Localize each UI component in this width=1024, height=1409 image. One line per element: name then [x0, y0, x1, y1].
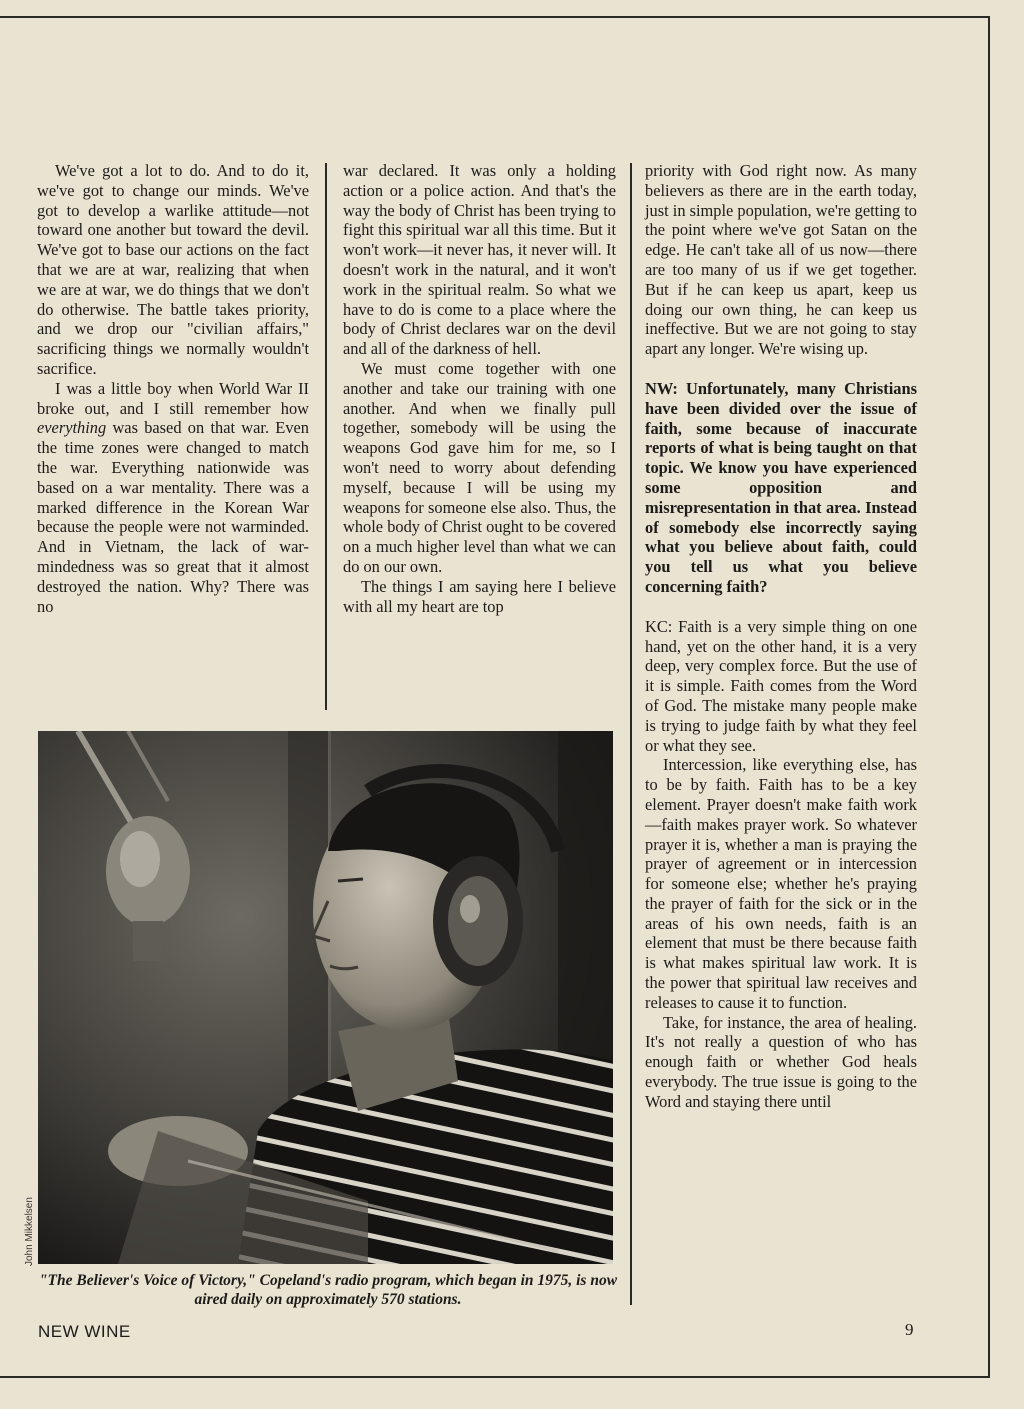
- publication-name: NEW WINE: [38, 1322, 131, 1341]
- article-column-1: [37, 161, 309, 616]
- photo-caption: "The Believer's Voice of Victory," Copeland's radio program, which began in 1975, is now aired daily on approximately 570 stations.: [38, 1272, 618, 1308]
- interview-answer: KC: Faith is a very simple thing on one hand, yet on the other hand, it is a very deep, very complex force. But the use of it is simple. Faith comes from the Word of God. The mistake many people make is trying to judge faith by what they feel or what they see.: [645, 616, 917, 755]
- article-column-2: [343, 161, 616, 616]
- page-border-right: [988, 16, 990, 1378]
- paragraph: Intercession, like everything else, has to be by faith. Faith has to be a key element. Prayer doesn't make faith work—faith makes prayer work. So whatever prayer it is, whether a man is praying the prayer of agreement or in intercession for someone else; whether he's praying the prayer of faith for the sick or in the areas of his own needs, faith is an element that must be there because faith is what makes spiritual law work. It is the power that spiritual law receives and releases to cause it to function.: [645, 755, 917, 1012]
- paragraph: We've got a lot to do. And to do it, we've got to change our minds. We've got to develop a warlike attitude—not toward one another but toward the devil. We've got to base our actions on the fact that we are at war, realizing that when we are at war, we do things that we don't do otherwise. The battle takes priority, and we drop our "civilian affairs," sacrificing things we normally wouldn't sacrifice.: [37, 161, 309, 378]
- column-divider: [325, 163, 327, 710]
- column-divider: [630, 163, 632, 1305]
- paragraph-text: was based on that war. Even the time zones were changed to match the war. Everything nationwide was based on a war mentality. There was a marked difference in the Korean War because the people were not warminded. And in Vietnam, the lack of war-mindedness was so great that it almost destroyed the nation. Why? There was no: [37, 418, 309, 616]
- photo-credit: John Mikkelsen: [24, 1197, 35, 1266]
- paragraph: The things I am saying here I believe with all my heart are top: [343, 576, 616, 616]
- page-number: 9: [905, 1320, 914, 1339]
- paragraph: We must come together with one another and take our training with one another. And when we finally pull together, somebody will be using the weapons God gave him for me, so I won't need to worry about defending myself, because I will be using my weapons for someone else also. Thus, the whole body of Christ ought to be covered on a much higher level than what we can do on our own.: [343, 358, 616, 576]
- interview-question: NW: Unfortunately, many Christians have been divided over the issue of faith, some because of inaccurate reports of what is being taught on that topic. We know you have experienced some opposition and misrepresentation in that area. Instead of somebody else incorrectly saying what you believe about faith, could you tell us what you believe concerning faith?: [645, 378, 917, 596]
- paragraph: [37, 379, 309, 617]
- photo-illustration: [38, 731, 613, 1264]
- paragraph: priority with God right now. As many believers as there are in the earth today, just in simple population, we're getting to the point where we've got Satan on the edge. He can't take all of us now—there are too many of us if we get together. But if he can keep us apart, keep us doing our own thing, he can keep us ineffective. But we are not going to stay apart any longer. We're wising up.: [645, 161, 917, 359]
- paragraph: Take, for instance, the area of healing. It's not really a question of who has enough faith or whether God heals everybody. The true issue is going to the Word and staying there until: [645, 1012, 917, 1111]
- article-column-3: [645, 161, 917, 1112]
- emphasis-text: everything: [37, 418, 107, 438]
- paragraph: war declared. It was only a holding action or a police action. And that's the way the body of Christ has been trying to fight this spiritual war all this time. But it won't work—it never has, it never will. It doesn't work in the natural, and it won't work in the spiritual realm. So what we have to do is come to a place where the body of Christ declares war on the devil and all of the darkness of hell.: [343, 161, 616, 359]
- paragraph-text: I was a little boy when World War II broke out, and I still remember how: [37, 378, 309, 418]
- page-border-bottom: [0, 1376, 990, 1378]
- page-border-top: [0, 16, 990, 18]
- studio-photo: [38, 731, 613, 1264]
